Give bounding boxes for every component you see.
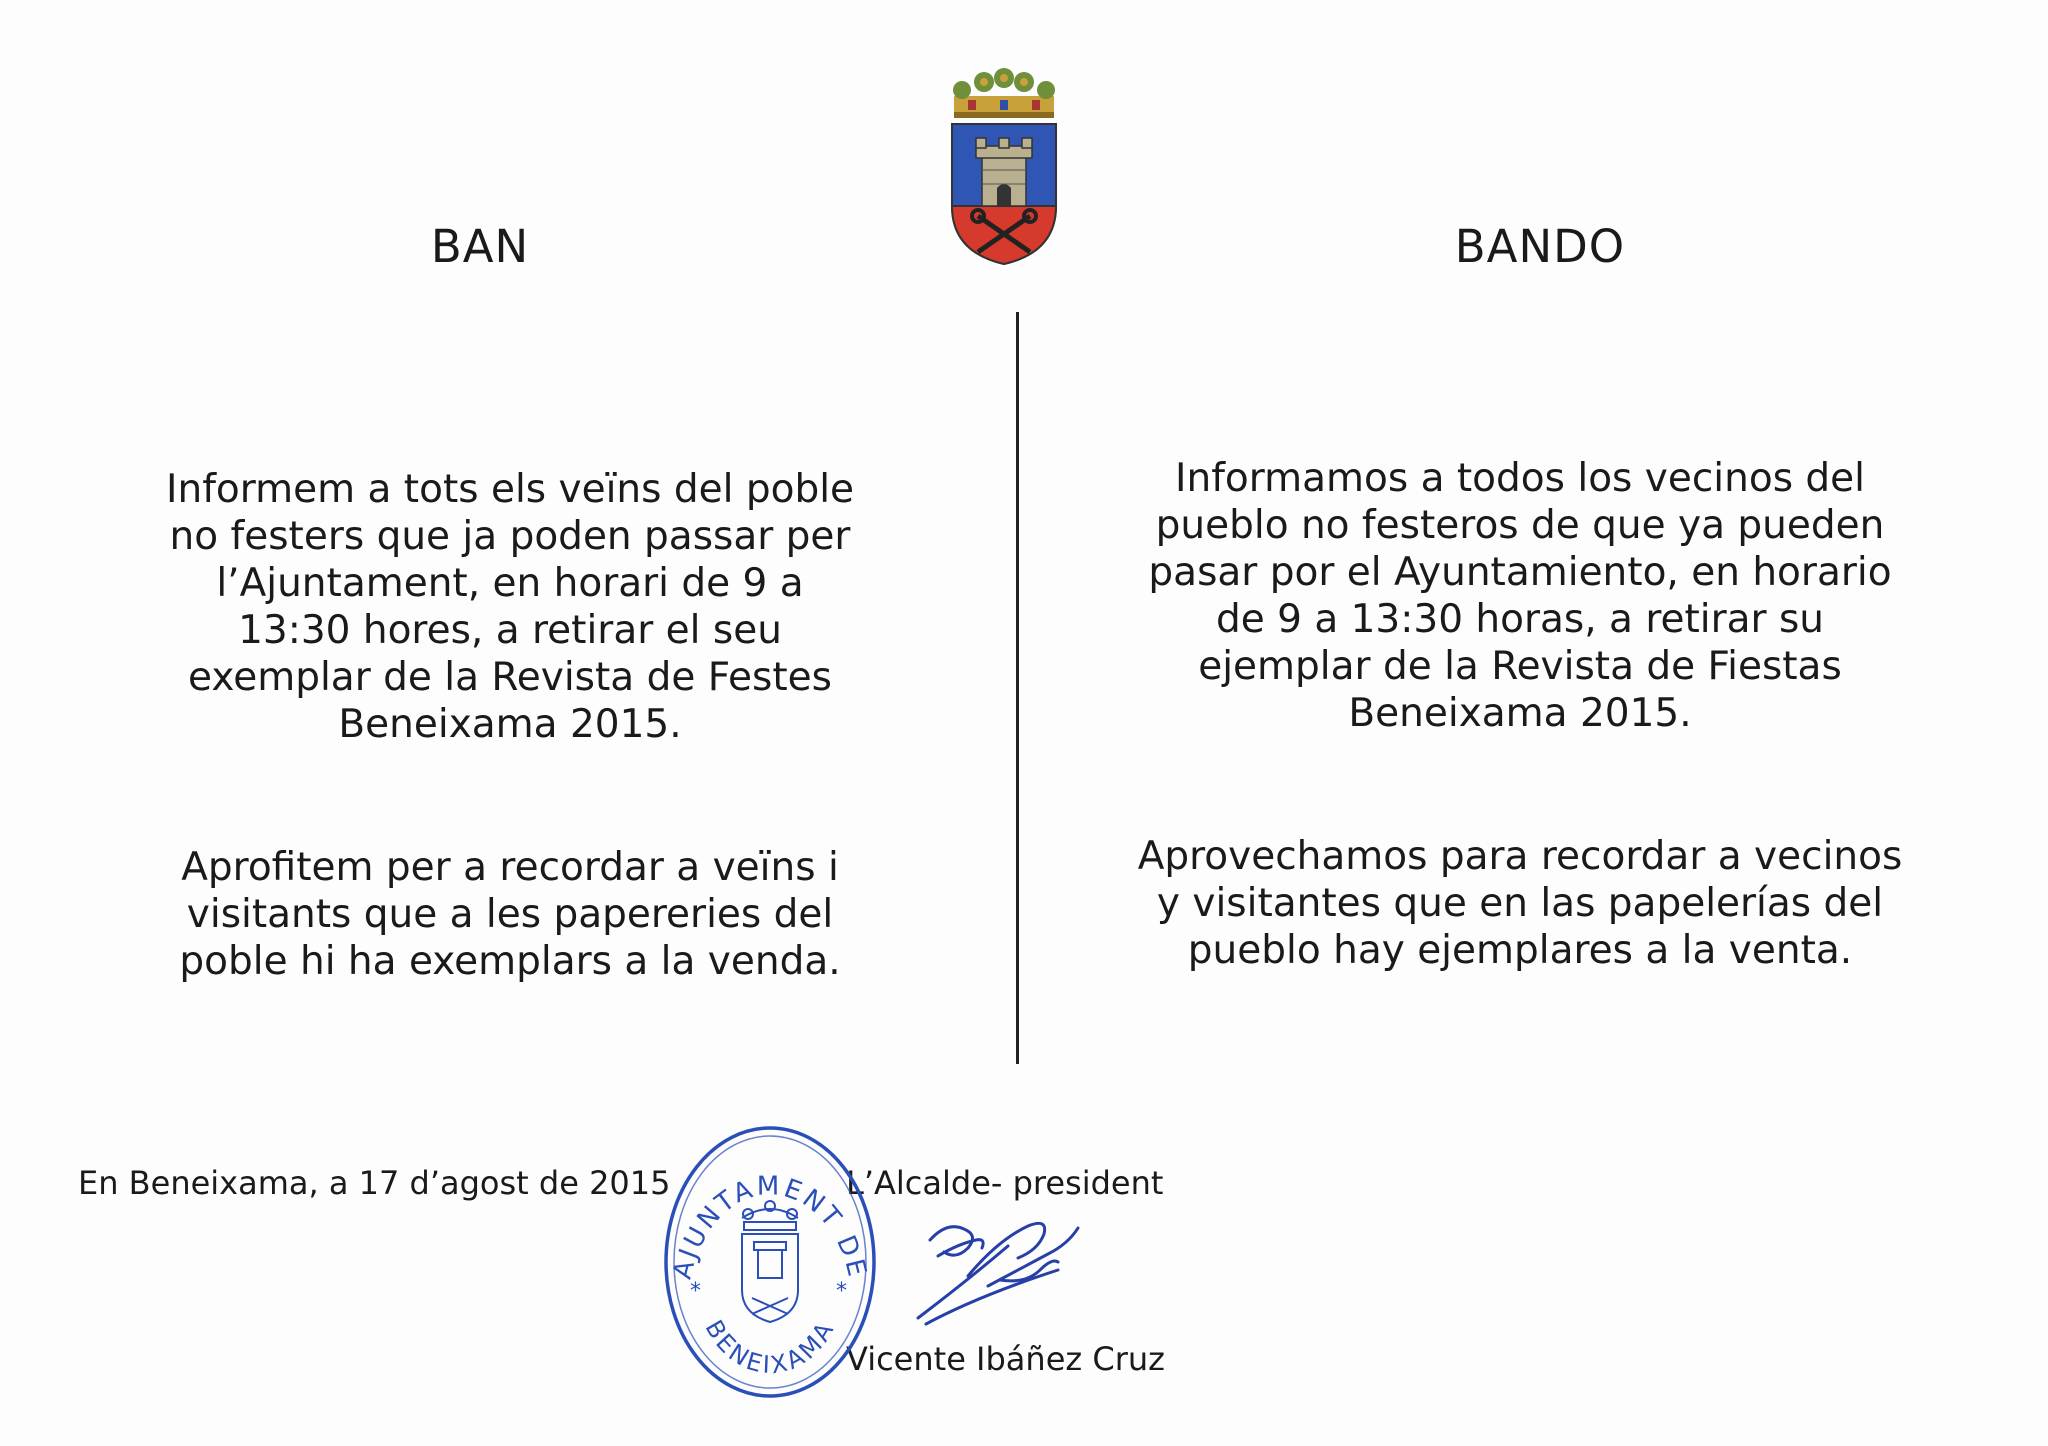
svg-text:AJUNTAMENT DE: [668, 1171, 873, 1282]
valencian-paragraph-1: Informem a tots els veïns del poble no festers que ja poden passar per l’Ajuntament, en horari de 9 a 13:30 hores, a retirar el seu exemplar de la Revista de Festes Beneixama 2015.: [165, 467, 855, 747]
column-divider: [1016, 312, 1019, 1064]
title-spanish: BANDO: [1454, 220, 1626, 273]
seal-text-top: AJUNTAMENT DE: [667, 1171, 873, 1283]
official-stamp-icon: [660, 1122, 880, 1400]
svg-text:*: *: [690, 1279, 701, 1304]
coat-of-arms-icon: [942, 66, 1066, 266]
spanish-paragraph-1: Informamos a todos los vecinos del pueblo no festeros de que ya pueden pasar por el Ayuntamiento, en horario de 9 a 13:30 horas, a retirar su ejemplar de la Revista de Fiestas Beneixama 2015.: [1148, 456, 1892, 736]
svg-text:*: *: [836, 1279, 847, 1304]
title-valencian: BAN: [430, 220, 530, 273]
spanish-paragraph-2: Aprovechamos para recordar a vecinos y visitantes que en las papelerías del pueblo hay ejemplares a la venta.: [1137, 834, 1903, 973]
mayor-name: Vicente Ibáñez Cruz: [846, 1340, 1165, 1378]
mayor-title: L’Alcalde- president: [846, 1164, 1164, 1202]
seal-text-bottom: BENEIXAMA: [699, 1315, 841, 1380]
handwritten-signature-icon: [908, 1200, 1088, 1330]
place-and-date: En Beneixama, a 17 d’agost de 2015: [78, 1164, 671, 1202]
valencian-paragraph-2: Aprofitem per a recordar a veïns i visitants que a les papereries del poble hi ha exemplars a la venda.: [179, 845, 841, 984]
